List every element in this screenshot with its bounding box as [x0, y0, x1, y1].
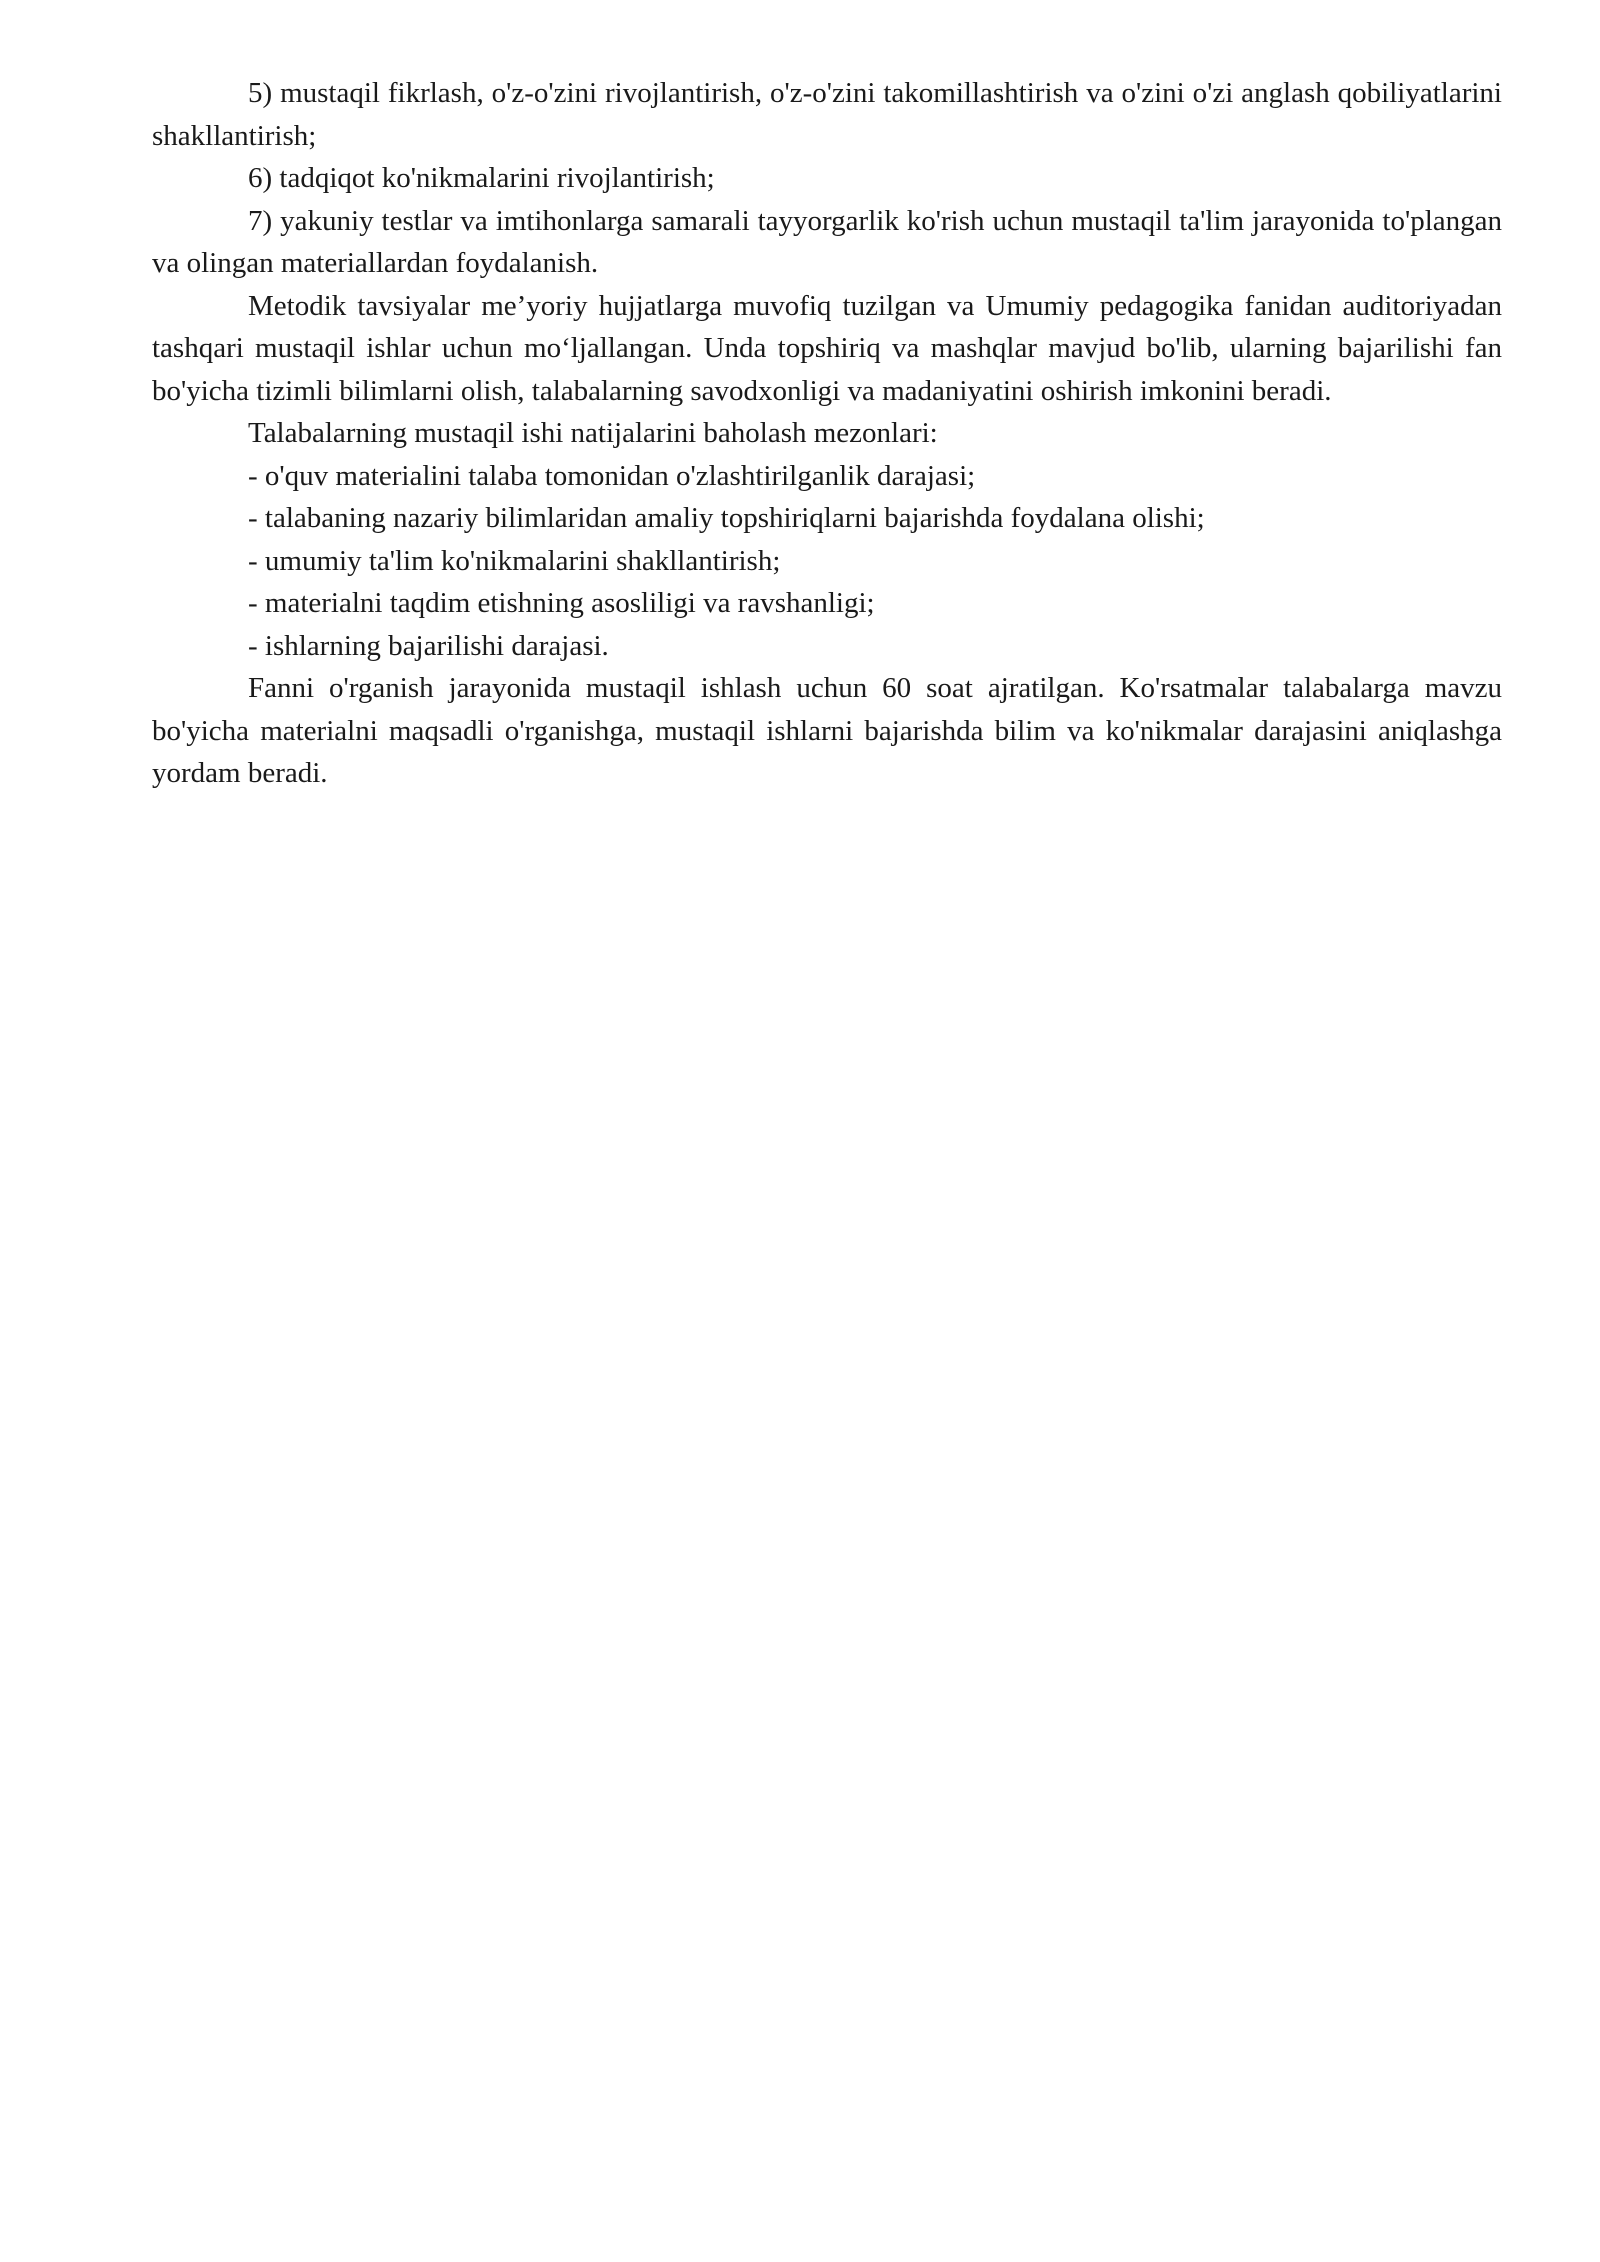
paragraph-study-hours: Fanni o'rganish jarayonida mustaqil ishlash uchun 60 soat ajratilgan. Ko'rsatmalar talabalarga mavzu bo'yicha materialni maqsadli o'rganishga, mustaqil ishlarni bajarishda bilim va ko'nikmalar darajasini aniqlashga yordam beradi.	[152, 672, 1502, 789]
paragraph-evaluation-criteria-heading: Talabalarning mustaqil ishi natijalarini baholash mezonlari:	[248, 417, 938, 449]
list-item-criterion-5: - ishlarning bajarilishi darajasi.	[248, 629, 609, 662]
list-item-criterion-4: - materialni taqdim etishning asosliligi va ravshanligi;	[248, 587, 875, 619]
paragraph-methodical-recommendations: Metodik tavsiyalar me’yoriy hujjatlarga muvofiq tuzilgan va Umumiy pedagogika fanidan auditoriyadan tashqari mustaqil ishlar uchun mo‘ljallangan. Unda topshiriq va mashqlar mavjud bo'lib, ularning bajarilishi fan bo'yicha tizimli bilimlarni olish, talabalarning savodxonligi va madaniyatini oshirish imkonini beradi.	[152, 289, 1502, 407]
paragraph-item-5: 5) mustaqil fikrlash, o'z-o'zini rivojlantirish, o'z-o'zini takomillashtirish va o'zini o'zi anglash qobiliyatlarini shakllantirish;	[152, 77, 1502, 152]
list-item-criterion-2: - talabaning nazariy bilimlaridan amaliy topshiriqlarni bajarishda foydalana olishi;	[248, 502, 1205, 534]
document-body	[152, 72, 1502, 795]
list-item-criterion-1: - o'quv materialini talaba tomonidan o'zlashtirilganlik darajasi;	[248, 459, 976, 492]
paragraph-item-6: 6) tadqiqot ko'nikmalarini rivojlantirish;	[248, 162, 715, 194]
list-item-criterion-3: - umumiy ta'lim ko'nikmalarini shakllantirish;	[248, 544, 781, 577]
paragraph-item-7: 7) yakuniy testlar va imtihonlarga samarali tayyorgarlik ko'rish uchun mustaqil ta'lim jarayonida to'plangan va olingan materiallardan foydalanish.	[152, 204, 1502, 279]
